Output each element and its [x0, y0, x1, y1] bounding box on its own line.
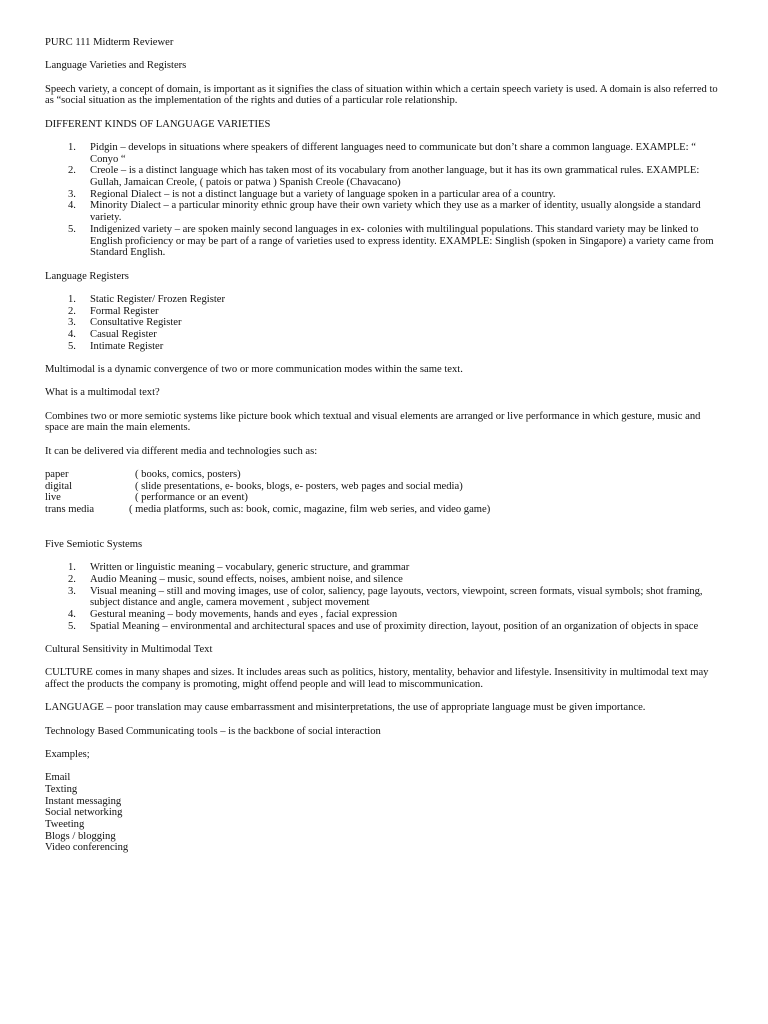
- media-description: ( media platforms, such as: book, comic, magazine, film web series, and video game): [129, 503, 491, 515]
- varieties-list: [45, 142, 723, 259]
- delivery-intro: It can be delivered via different media and technologies such as:: [45, 445, 318, 457]
- list-item: Instant messaging: [45, 795, 122, 807]
- list-text: Formal Register: [90, 305, 159, 317]
- list-text: Gestural meaning – body movements, hands and eyes , facial expression: [90, 609, 398, 621]
- list-number: 2.: [68, 165, 76, 177]
- media-row: [45, 469, 723, 481]
- list-text: Static Register/ Frozen Register: [90, 293, 226, 305]
- list-item: Tweeting: [45, 819, 85, 830]
- list-text: Minority Dialect – a particular minority ethnic group have their own variety which they use as a marker of identity, usually alongside a standard variety.: [90, 200, 701, 224]
- list-item: [45, 329, 723, 341]
- list-number: 4.: [68, 328, 76, 340]
- media-name: paper: [45, 468, 69, 480]
- registers-list: [45, 294, 723, 353]
- list-number: 1.: [68, 141, 76, 153]
- list-number: 5.: [68, 620, 76, 632]
- document-page: [45, 37, 723, 854]
- list-number: 2.: [68, 573, 76, 585]
- list-number: 5.: [68, 223, 76, 235]
- media-list: [45, 469, 723, 516]
- section-heading-varieties-registers: Language Varieties and Registers: [45, 60, 187, 72]
- list-item: [45, 621, 723, 633]
- list-number: 3.: [68, 585, 76, 597]
- list-item: [45, 574, 723, 586]
- list-text: Written or linguistic meaning – vocabulary, generic structure, and grammar: [90, 562, 410, 574]
- language-paragraph: LANGUAGE – poor translation may cause embarrassment and misinterpretations, the use of appropriate language must be given importance.: [45, 702, 646, 714]
- media-row: [45, 481, 723, 493]
- speech-variety-paragraph: Speech variety, a concept of domain, is important as it signifies the class of situation within which a certain speech variety is used. A domain is also referred to as “social situation as the implementation of the rights and duties of a particular role relationship.: [45, 83, 718, 107]
- list-item: [45, 341, 723, 353]
- varieties-heading: DIFFERENT KINDS OF LANGUAGE VARIETIES: [45, 118, 271, 130]
- list-number: 2.: [68, 305, 76, 317]
- semiotic-heading: Five Semiotic Systems: [45, 538, 143, 550]
- examples-heading: Examples;: [45, 748, 90, 760]
- list-text: Intimate Register: [90, 340, 164, 352]
- list-item: Social networking: [45, 807, 123, 819]
- list-number: 3.: [68, 317, 76, 329]
- list-item: [45, 189, 723, 201]
- list-item: [45, 200, 723, 223]
- list-number: 5.: [68, 340, 76, 352]
- list-text: Spatial Meaning – environmental and architectural spaces and use of proximity direction, layout, position of an organization of objects in space: [90, 620, 699, 632]
- list-item: [45, 609, 723, 621]
- list-item: Video conferencing: [45, 842, 129, 854]
- list-text: Visual meaning – still and moving images, use of color, saliency, page layouts, vectors, viewpoint, screen formats, visual symbols; shot framing, subject distance and angle, camera movement , subject movement: [90, 585, 703, 609]
- media-name: digital: [45, 480, 73, 492]
- list-text: Consultative Register: [90, 317, 182, 329]
- list-item: [45, 562, 723, 574]
- list-text: Casual Register: [90, 328, 157, 340]
- multimodal-definition: Multimodal is a dynamic convergence of two or more communication modes within the same text.: [45, 363, 463, 375]
- list-item: Email: [45, 772, 71, 784]
- document-title: PURC 111 Midterm Reviewer: [45, 37, 174, 48]
- multimodal-answer: Combines two or more semiotic systems like picture book which textual and visual elements are arranged or live performance in which gesture, music and space are main the main elements.: [45, 410, 701, 434]
- media-row: [45, 492, 723, 504]
- list-item: Blogs / blogging: [45, 830, 116, 842]
- list-item: [45, 224, 723, 259]
- cultural-heading: Cultural Sensitivity in Multimodal Text: [45, 644, 213, 656]
- list-text: Audio Meaning – music, sound effects, noises, ambient noise, and silence: [90, 573, 403, 585]
- media-row: [45, 504, 723, 516]
- media-description: ( performance or an event): [135, 492, 248, 504]
- list-number: 4.: [68, 200, 76, 212]
- media-name: live: [45, 492, 61, 504]
- list-item: [45, 165, 723, 188]
- list-item: [45, 294, 723, 306]
- list-text: Regional Dialect – is not a distinct language but a variety of language spoken in a particular area of a country.: [90, 188, 556, 200]
- examples-list: [45, 772, 723, 854]
- media-description: ( slide presentations, e- books, blogs, e- posters, web pages and social media): [135, 480, 463, 492]
- list-text: Indigenized variety – are spoken mainly second languages in ex- colonies with multilingual populations. This standard variety may be linked to English proficiency or may be part of a range of varieties used to express identity. EXAMPLE: Singlish (spoken in Singapore) a variety came from Standard English.: [90, 223, 714, 259]
- list-text: Pidgin – develops in situations where speakers of different languages need to communicate but don’t share a common language. EXAMPLE: “ Conyo “: [90, 141, 696, 165]
- technology-paragraph: Technology Based Communicating tools – is the backbone of social interaction: [45, 725, 381, 737]
- media-name: trans media: [45, 503, 95, 515]
- list-item: [45, 142, 723, 165]
- list-number: 3.: [68, 188, 76, 200]
- list-text: Creole – is a distinct language which has taken most of its vocabulary from another language, but it has its own grammatical rules. EXAMPLE: Gullah, Jamaican Creole, ( patois or patwa ) Spanish Creole (Chavacano): [90, 165, 700, 188]
- registers-heading: Language Registers: [45, 270, 129, 282]
- media-description: ( books, comics, posters): [135, 468, 241, 480]
- list-item: [45, 586, 723, 609]
- culture-paragraph: CULTURE comes in many shapes and sizes. It includes areas such as politics, history, mentality, behavior and lifestyle. Insensitivity in multimodal text may affect the products the company is promoting, might offend people and will lead to miscommunication.: [45, 667, 709, 691]
- list-item: [45, 306, 723, 318]
- semiotic-list: [45, 562, 723, 632]
- list-number: 1.: [68, 562, 76, 574]
- list-item: [45, 317, 723, 329]
- multimodal-question: What is a multimodal text?: [45, 387, 160, 399]
- list-item: Texting: [45, 783, 78, 795]
- list-number: 4.: [68, 609, 76, 621]
- list-number: 1.: [68, 293, 76, 305]
